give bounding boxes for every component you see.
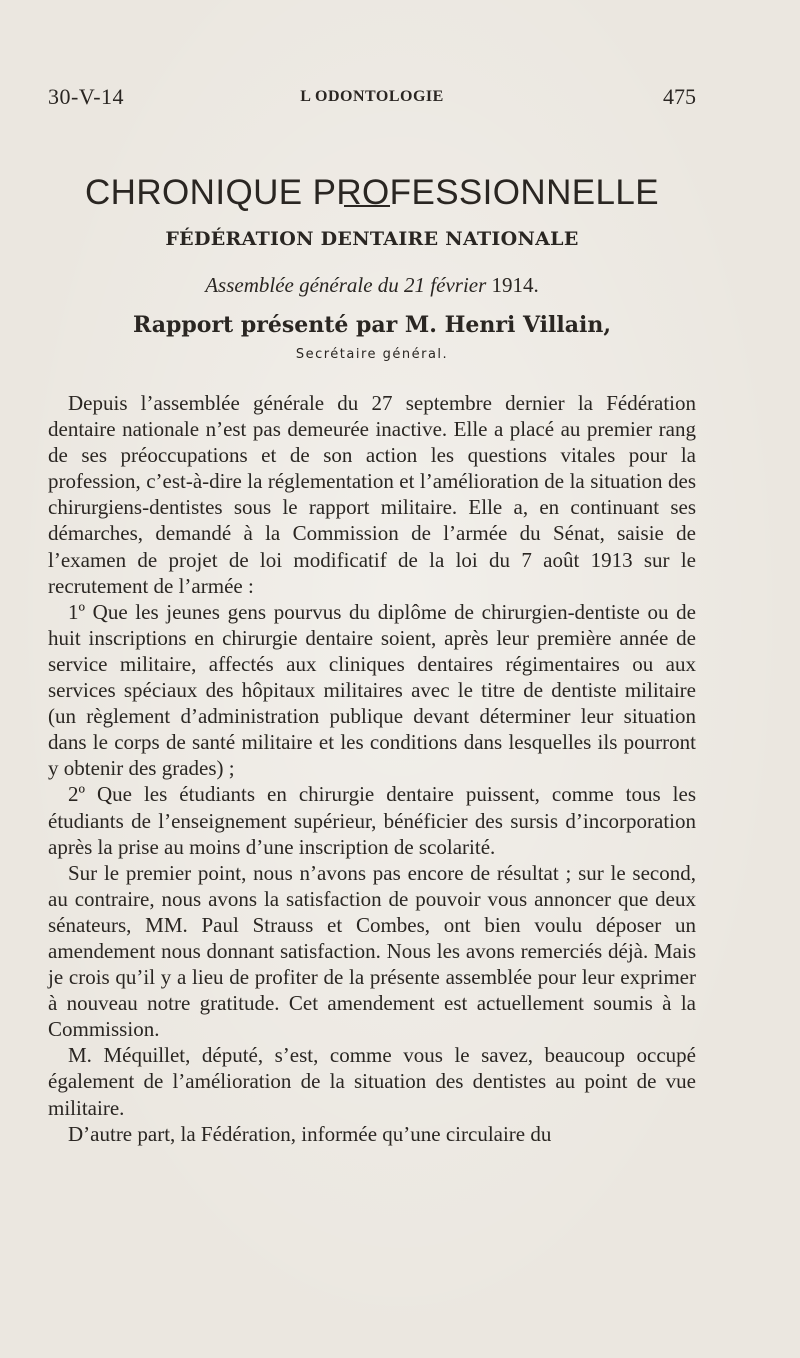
paragraph: 2º Que les étudiants en chirurgie dentaire puissent, comme tous les étudiants de l’enseignement supérieur, bénéficier des sursis d’incorporation après la prise au moins d’une inscription de scolarité. <box>48 782 696 859</box>
federation-heading: FÉDÉRATION DENTAIRE NATIONALE <box>165 228 579 250</box>
page-number: 475 <box>663 84 696 109</box>
article-body <box>48 390 696 1147</box>
paragraph: D’autre part, la Fédération, informée qu’une circulaire du <box>68 1121 552 1146</box>
assembly-year: 1914. <box>491 273 539 297</box>
paragraph: 1º Que les jeunes gens pourvus du diplôme de chirurgien-dentiste ou de huit inscriptions en chirurgie dentaire soient, après leur première année de service militaire, affectés aux cliniques dentaires régimentaires ou aux services spéciaux des hôpitaux militaires avec le titre de dentiste militaire (un règlement d’administration publique devant déterminer leur situation dans le corps de santé militaire et les conditions dans lesquelles ils pourront y obtenir des grades) ; <box>48 599 696 781</box>
section-title: CHRONIQUE PROFESSIONNELLE <box>85 173 659 213</box>
paragraph: Depuis l’assemblée générale du 27 septembre dernier la Fédération dentaire nationale n’est pas demeurée inactive. Elle a placé au premier rang de ses préoccupations et de son action les questions vitales pour la profession, c’est-à-dire la réglementation et l’amélioration de la situation des chirurgiens-dentistes sous le rapport militaire. Elle a, en continuant ses démarches, demandé à la Commission de l’armée du Sénat, saisie de l’examen de projet de loi modificatif de la loi du 7 août 1913 sur le recrutement de l’armée : <box>48 391 696 598</box>
running-header <box>48 84 696 114</box>
report-title: Rapport présenté par M. Henri Villain, <box>132 312 612 338</box>
issue-date: 30-V-14 <box>48 84 125 109</box>
author-role: Secrétaire général. <box>295 347 449 362</box>
journal-name: L ODONTOLOGIE <box>300 88 444 105</box>
paragraph: Sur le premier point, nous n’avons pas encore de résultat ; sur le second, au contraire, nous avons la satisfaction de pouvoir vous annoncer que deux sénateurs, MM. Paul Strauss et Combes, ont bien voulu déposer un amendement nous donnant satisfaction. Nous les avons remerciés déjà. Mais je crois qu’il y a lieu de profiter de la présente assemblée pour leur exprimer à nouveau notre gratitude. Cet amendement est actuellement soumis à la Commission. <box>48 860 696 1042</box>
paragraph: M. Méquillet, député, s’est, comme vous le savez, beaucoup occupé également de l’amélioration de la situation des dentistes au point de vue militaire. <box>48 1043 696 1120</box>
assembly-text: Assemblée générale du 21 février <box>205 273 487 297</box>
title-rule <box>344 205 390 207</box>
assembly-line <box>48 273 696 298</box>
